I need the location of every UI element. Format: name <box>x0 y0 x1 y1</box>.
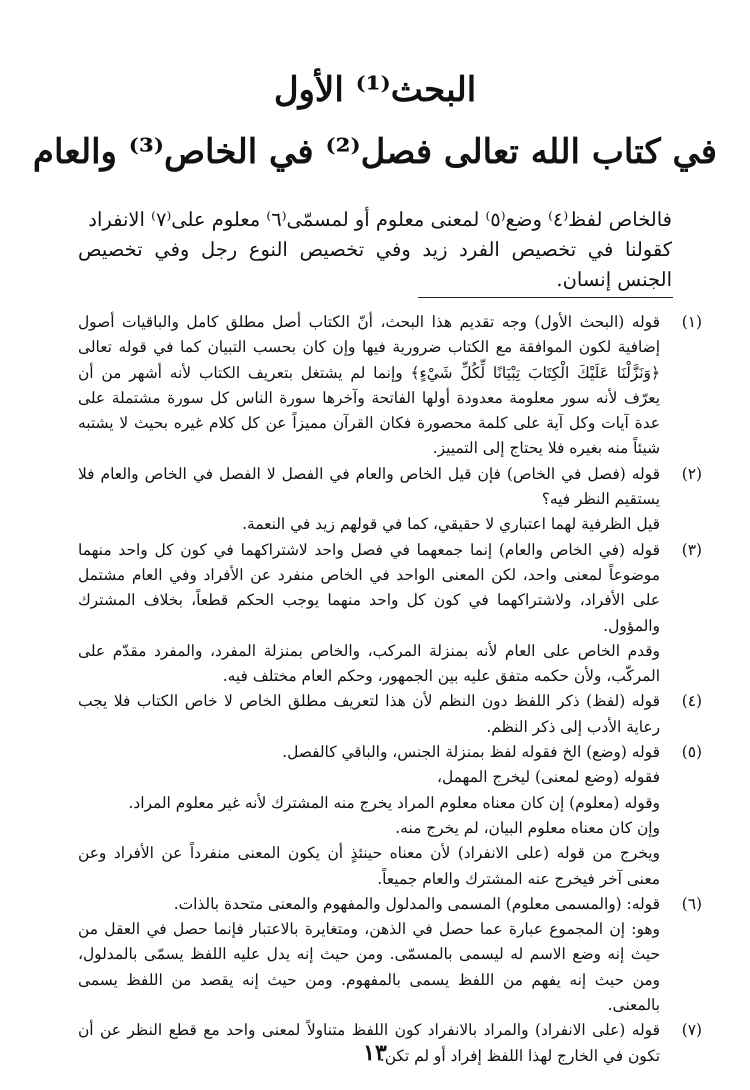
footnote-2 <box>78 462 702 538</box>
footnote-paragraph: قوله (فصل في الخاص) فإن قيل الخاص والعام في الفصل لا الفصل في الخاص والعام فلا يستقيم النظر فيه؟ <box>78 464 660 509</box>
footnote-number: (٧) <box>681 1021 702 1040</box>
footnote-paragraph: وهو: إن المجموع عبارة عما حصل في الذهن، ومتغايرة بالاعتبار فإنما حصل في العقل من حيث إنه وضع الاسم له ليسمى بالمسمّى. ومن حيث إنه يدل عليه اللفظ يسمّى بالمدلول، ومن حيث إنه يفهم من اللفظ يسمى بالمفهوم. ومن حيث إنه يقصد من اللفظ يسمى بالمعنى. <box>78 920 660 1015</box>
footnote-paragraph: قوله: (والمسمى معلوم) المسمى والمدلول والمفهوم والمعنى متحدة بالذات. <box>173 894 660 913</box>
footnotes <box>78 310 702 1069</box>
footnote-paragraph: قوله (البحث الأول) وجه تقديم هذا البحث، أنّ الكتاب أصل مطلق كامل والباقيات أصول إضافية لكون الموافقة مع الكتاب ضرورية فيها وإن كان بحسب التبيان كما في قوله تعالى ﴿وَنَزَّلْنَا عَلَيْكَ الْكِتَابَ تِبْيَانًا لِّكُلِّ شَيْءٍ﴾ وإنما لم يشتغل بتعريف الكتاب لأنه أشهر من أن يعرّف لأنه سور معلومة معدودة أولها الفاتحة وآخرها سورة الناس كل سورة مشتملة على عدة آيات وكل آية على كلمة محصورة فكان القرآن مميزاً عن كل كلام غيره بحيث لا يشتبه شيئاً منه بغيره فلا يحتاج إلى التمييز. <box>78 313 660 458</box>
footnote-number: (٦) <box>681 894 702 913</box>
footnote-paragraph: وقدم الخاص على العام لأنه بمنزلة المركب، والخاص بمنزلة المفرد، والمفرد مقدّم على المركّب، ولأن حكمه متفق عليه بين الجمهور، وحكم العام مختلف فيه. <box>78 641 660 686</box>
footnote-number: (٢) <box>681 464 702 483</box>
footnote-paragraph: وقوله (معلوم) إن كان معناه معلوم المراد يخرج منه المشترك لأنه غير معلوم المراد. <box>128 793 660 812</box>
footnote-6 <box>78 892 702 1018</box>
footnote-text <box>78 310 660 462</box>
footnote-1 <box>78 310 702 462</box>
footnote-text <box>78 689 660 740</box>
main-text <box>78 205 672 295</box>
page-number: ١٣ <box>363 1040 387 1066</box>
footnote-paragraph: قوله (وضع) الخ فقوله لفظ بمنزلة الجنس، والباقي كالفصل. <box>282 743 660 762</box>
footnote-number: (٥) <box>681 743 702 762</box>
footnote-paragraph: قوله (في الخاص والعام) إنما جمعهما في فصل واحد لاشتراكهما في كون كل واحد منهما موضوعاً لمعنى واحد، لكن المعنى الواحد في الخاص منفرد عن الأفراد وفي العام مشتمل على الأفراد، ولاشتراكهما في كون كل واحد منهما يوجب الحكم قطعاً، بخلاف المشترك والمؤول. <box>78 540 660 635</box>
footnote-4 <box>78 689 702 740</box>
footnote-divider <box>418 297 673 298</box>
footnote-text <box>78 892 660 1018</box>
main-text-line: كقولنا في تخصيص الفرد زيد وفي تخصيص النوع رجل وفي تخصيص الجنس إنسان. <box>78 238 672 291</box>
footnote-paragraph: وإن كان معناه معلوم البيان، لم يخرج منه. <box>395 818 660 837</box>
chapter-subtitle: في كتاب الله تعالى فصل⁽²⁾ في الخاص⁽³⁾ والعام <box>32 132 718 172</box>
footnote-number: (٣) <box>681 540 702 559</box>
footnote-paragraph: قيل الظرفية لهما اعتباري لا حقيقي، كما في قولهم زيد في النعمة. <box>242 515 660 534</box>
footnote-number: (١) <box>681 313 702 331</box>
footnote-paragraph: قوله (لفظ) ذكر اللفظ دون النظم لأن هذا لتعريف مطلق الخاص لا خاص الكتاب فلا يجب رعاية الأدب إلى ذكر النظم. <box>78 692 660 736</box>
footnote-paragraph: ويخرج من قوله (على الانفراد) لأن معناه حينئذٍ أن يكون المعنى منفرداً عن الأفراد وعن معنى آخر فيخرج عنه المشترك والعام جميعاً. <box>78 844 660 888</box>
footnote-number: (٤) <box>681 692 702 711</box>
footnote-paragraph: فقوله (وضع لمعنى) ليخرج المهمل، <box>437 768 660 787</box>
footnote-paragraph: قوله (على الانفراد) والمراد بالانفراد كون اللفظ متناولاً لمعنى واحد مع قطع النظر عن أن تكون في الخارج لهذا اللفظ إفراد أو لم تكن. <box>78 1021 660 1065</box>
main-text-line: فالخاص لفظ⁽٤⁾ وضع⁽٥⁾ لمعنى معلوم أو لمسمّى⁽٦⁾ معلوم على⁽٧⁾ الانفراد <box>88 208 672 231</box>
footnote-5 <box>78 740 702 892</box>
footnote-text <box>78 740 660 892</box>
footnote-3 <box>78 538 702 690</box>
chapter-title: البحث⁽¹⁾ الأول <box>273 70 477 110</box>
footnote-text <box>78 462 660 538</box>
footnote-text <box>78 538 660 690</box>
